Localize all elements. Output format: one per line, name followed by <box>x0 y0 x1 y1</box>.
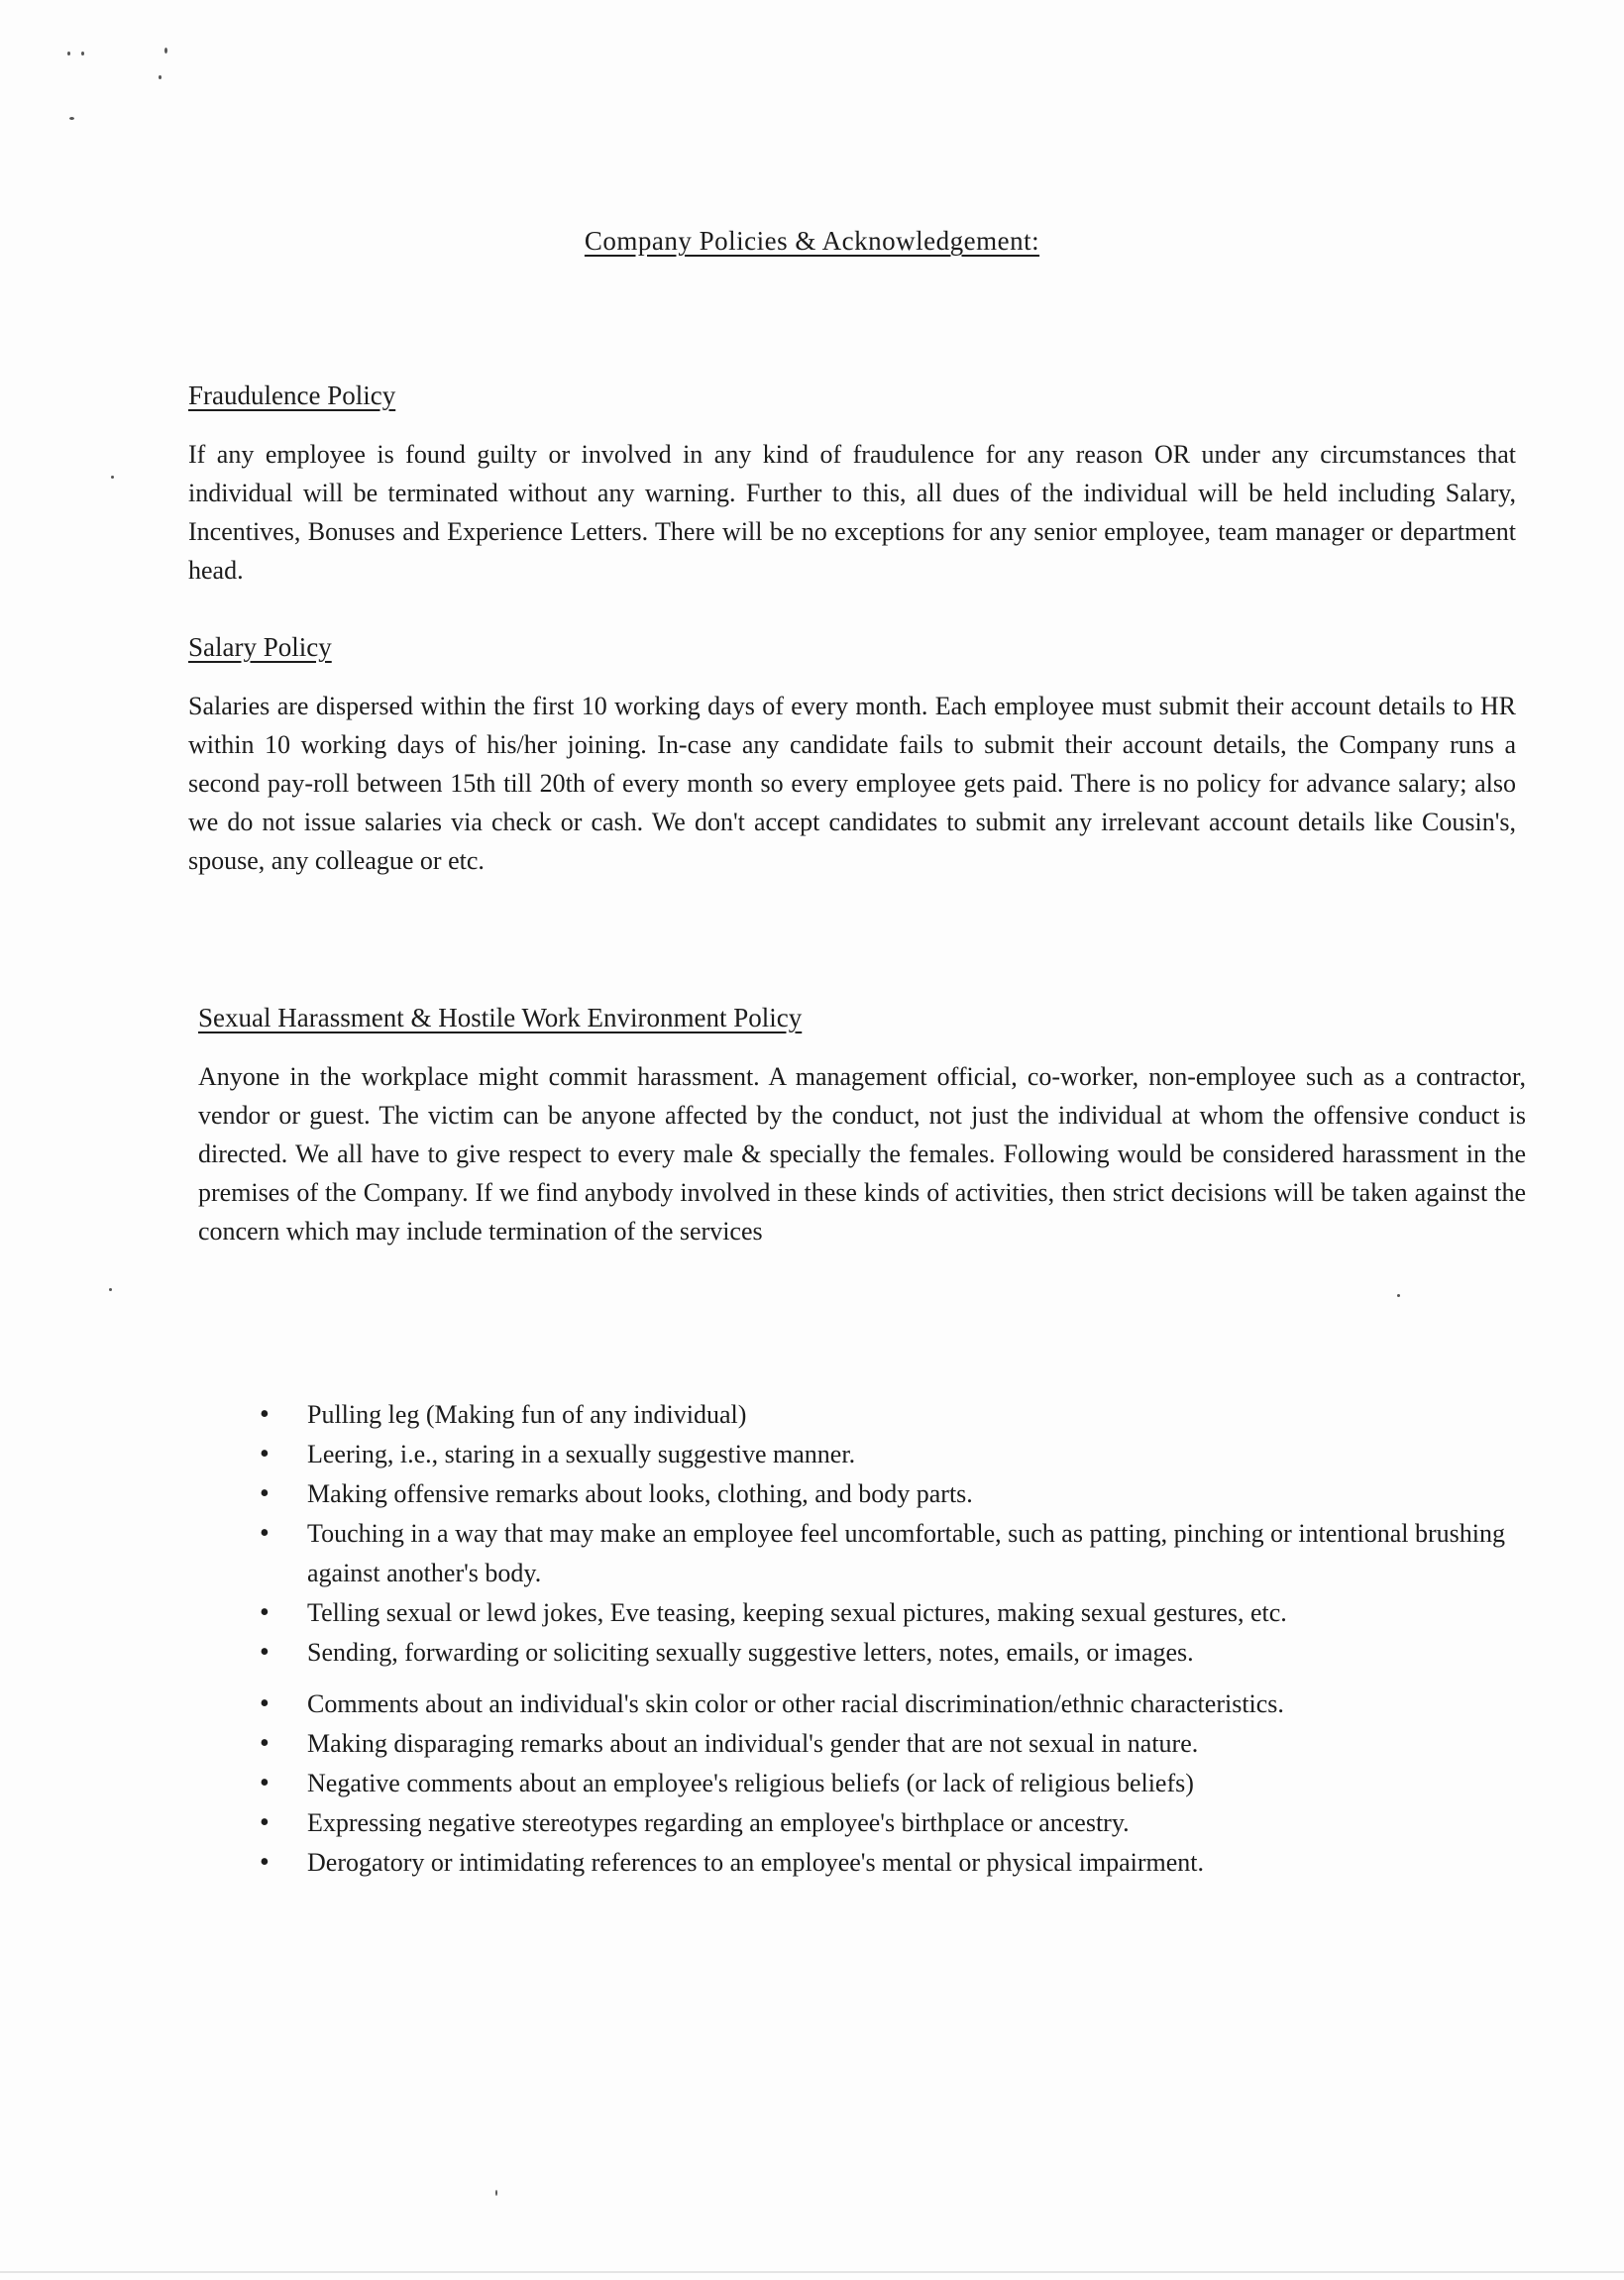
list-item: • Leering, i.e., staring in a sexually suggestive manner. <box>307 1435 1575 1474</box>
salary-policy-section <box>188 632 1516 880</box>
list-item: • Sending, forwarding or soliciting sexually suggestive letters, notes, emails, or images. <box>307 1633 1575 1673</box>
list-item: • Making offensive remarks about looks, clothing, and body parts. <box>307 1474 1575 1514</box>
list-item: • Comments about an individual's skin color or other racial discrimination/ethnic characteristics. <box>307 1684 1575 1724</box>
discrimination-examples-list <box>258 1684 1575 1883</box>
scan-speck <box>69 117 74 120</box>
section-body: Anyone in the workplace might commit harassment. A management official, co-worker, non-employee such as a contractor, vendor or guest. The victim can be anyone affected by the conduct, not just the individual at whom the offensive conduct is directed. We all have to give respect to every male & specially the females. Following would be considered harassment in the premises of the Company. If we find anybody involved in these kinds of activities, then strict decisions will be taken against the concern which may include termination of the services <box>198 1062 1526 1246</box>
scan-speck <box>159 75 162 79</box>
section-body: If any employee is found guilty or involved in any kind of fraudulence for any reason OR under any circumstances that individual will be terminated without any warning. Further to this, all dues of the individual will be held including Salary, Incentives, Bonuses and Experience Letters. There will be no exceptions for any senior employee, team manager or department head. <box>188 440 1516 585</box>
section-heading: Salary Policy <box>188 632 332 662</box>
scan-speck <box>109 1288 112 1291</box>
section-heading: Sexual Harassment & Hostile Work Environment Policy <box>198 1003 803 1032</box>
fraudulence-policy-section <box>188 380 1516 590</box>
section-heading: Fraudulence Policy <box>188 380 396 410</box>
scan-speck <box>111 476 114 479</box>
scan-edge <box>0 2271 1624 2273</box>
scan-speck <box>67 52 70 55</box>
list-item: • Derogatory or intimidating references to an employee's mental or physical impairment. <box>307 1843 1575 1883</box>
scan-speck <box>1397 1294 1400 1297</box>
harassment-policy-section <box>198 1003 1526 1250</box>
harassment-examples-list <box>258 1395 1575 1673</box>
list-item: • Telling sexual or lewd jokes, Eve teasing, keeping sexual pictures, making sexual gestures, etc. <box>307 1593 1575 1633</box>
section-body: Salaries are dispersed within the first 10 working days of every month. Each employee must submit their account details to HR within 10 working days of his/her joining. In-case any candidate fails to submit their account details, the Company runs a second pay-roll between 15th till 20th of every month so every employee gets paid. There is no policy for advance salary; also we do not issue salaries via check or cash. We don't accept candidates to submit any irrelevant account details like Cousin's, spouse, any colleague or etc. <box>188 692 1516 875</box>
scan-speck <box>164 48 167 54</box>
document-title: Company Policies & Acknowledgement: <box>584 226 1040 256</box>
list-item: • Negative comments about an employee's religious beliefs (or lack of religious beliefs) <box>307 1764 1575 1803</box>
scan-speck <box>495 2190 497 2196</box>
scan-speck <box>81 52 84 55</box>
list-item: • Touching in a way that may make an employee feel uncomfortable, such as patting, pinching or intentional brushing against another's body. <box>307 1514 1575 1593</box>
list-item: • Making disparaging remarks about an individual's gender that are not sexual in nature. <box>307 1724 1575 1764</box>
list-item: • Pulling leg (Making fun of any individual) <box>307 1395 1575 1435</box>
list-item: • Expressing negative stereotypes regarding an employee's birthplace or ancestry. <box>307 1803 1575 1843</box>
